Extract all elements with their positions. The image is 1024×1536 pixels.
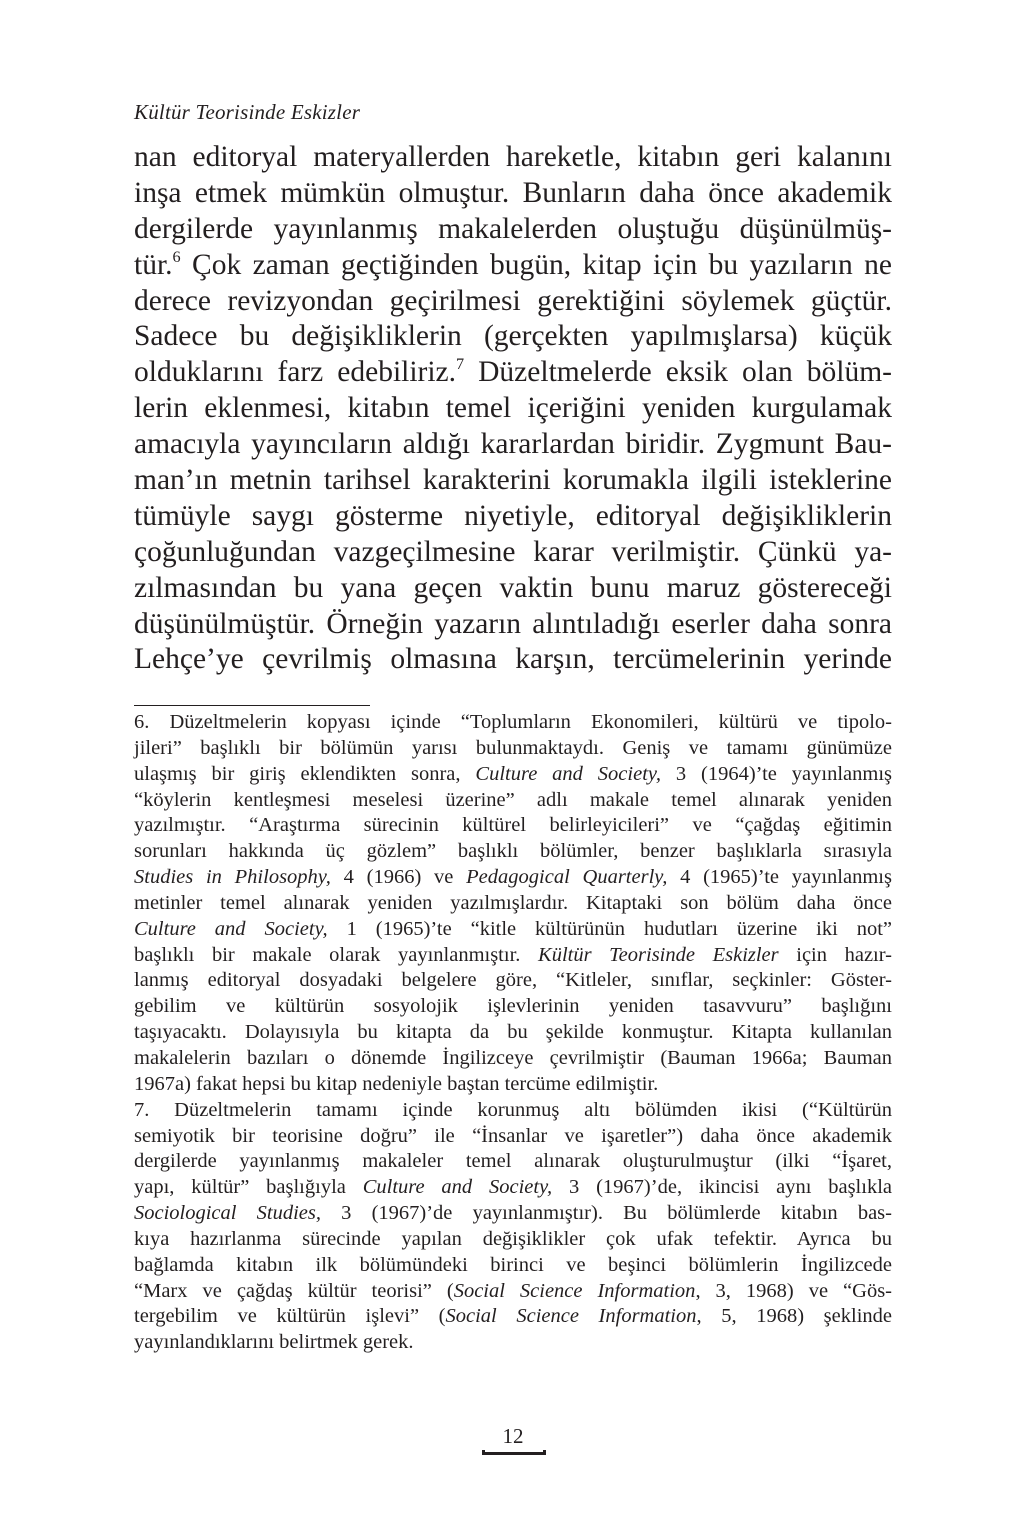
footnote-text-segment: yapı, kültür” başlığıyla xyxy=(134,1176,363,1199)
footnote-line xyxy=(134,1046,892,1072)
footnote-line xyxy=(134,1175,892,1201)
footnote-line xyxy=(134,968,892,994)
footnote-text-segment: başlıklı bir makale olarak yayınlanmıştır. xyxy=(134,943,539,966)
footnote-line xyxy=(134,1201,892,1227)
footnote-italic-title: Social Science Information xyxy=(453,1279,696,1302)
footnote-line xyxy=(134,788,892,814)
footnote-italic-title: Culture and Society, xyxy=(475,762,661,785)
footnote-text-segment: bağlamda kitabın ilk bölümündeki birinci ve beşinci bölümlerin İngilizcede xyxy=(134,1253,892,1276)
footnote-text-segment: 7. Düzeltmelerin tamamı içinde korunmuş altı bölümden ikisi (“Kültürün xyxy=(134,1098,892,1121)
footnote-text-segment: için hazır- xyxy=(778,943,892,966)
body-text-segment: tür. xyxy=(134,248,173,281)
body-text-segment: olduklarını farz edebiliriz. xyxy=(134,356,457,389)
body-line: Sadece bu değişikliklerin (gerçekten yapılmışlarsa) küçük xyxy=(134,320,892,353)
footnote-text-segment: gebilim ve kültürün sosyolojik işlevlerinin yeniden tasavvuru” başlığını xyxy=(134,995,892,1018)
footnote-line xyxy=(134,1072,892,1098)
running-head: Kültür Teorisinde Eskizler xyxy=(134,100,361,124)
body-line: nan editoryal materyallerden hareketle, kitabın geri kalanını xyxy=(134,141,892,173)
footnote-italic-title: Culture and Society, xyxy=(362,1176,553,1199)
footnote-text-segment: 3 (1964)’te yayınlanmış xyxy=(661,762,892,785)
footnote-text-segment: “Marx ve çağdaş kültür teorisi” ( xyxy=(134,1279,454,1302)
footnote-line xyxy=(134,865,892,891)
footnote-line xyxy=(134,839,892,865)
footnote-line xyxy=(134,1124,892,1150)
footnote-text-segment: yayınlandıklarını belirtmek gerek. xyxy=(134,1331,414,1354)
footnote-text-segment: lanmış editoryal dosyadaki belgelere göre, “Kitleler, sınıflar, seçkinler: Göster- xyxy=(134,969,892,992)
footnote-text-segment: taşıyacaktı. Dolayısıyla bu kitapta da bu şekilde konmuştur. Kitapta kullanılan xyxy=(134,1021,892,1044)
footnote-line xyxy=(134,813,892,839)
footnote-text-segment: ulaşmış bir giriş eklendikten sonra, xyxy=(134,762,476,785)
footnote-text-segment: dergilerde yayınlanmış makaleler temel alınarak oluşturulmuştur (ilki “İşaret, xyxy=(134,1150,892,1173)
footnote-line xyxy=(134,917,892,943)
footnote-italic-title: Social Science Information xyxy=(445,1305,697,1328)
footnote-text-segment: , 5, 1968) şeklinde xyxy=(696,1305,892,1328)
footnote-line xyxy=(134,943,892,969)
footnote-line xyxy=(134,1098,892,1124)
footnote-text-segment: 1 (1965)’te “kitle kültürünün hudutları üzerine iki not” xyxy=(327,917,892,940)
footnote-text-segment: sorunları hakkında üç gözlem” başlıklı bölümler, benzer başlıklarla sırasıyla xyxy=(134,840,892,863)
footnote-line xyxy=(134,762,892,788)
footnote-text-segment: makalelerin bazıları o dönemde İngilizceye çevrilmiştir (Bauman 1966a; Bauman xyxy=(134,1046,892,1069)
body-line: derece revizyondan geçirilmesi gerektiğini söylemek güçtür. xyxy=(134,284,892,317)
footnote-line xyxy=(134,710,892,736)
body-text-segment: Düzeltmelerde eksik olan bölüm- xyxy=(464,356,892,389)
footnote-italic-title: Sociological Studies, xyxy=(134,1202,321,1225)
footnotes xyxy=(134,710,892,1356)
footnote-text-segment: kıya hazırlanma sürecinde yapılan değişiklikler çok ufak tefektir. Ayrıca bu xyxy=(134,1227,892,1250)
footnote-line xyxy=(134,1227,892,1253)
footnote-reference[interactable]: 7 xyxy=(456,355,465,374)
footnote-line xyxy=(134,1304,892,1330)
page-number-bracket xyxy=(482,1450,546,1455)
body-text xyxy=(134,140,892,678)
footnote-line xyxy=(134,1330,892,1356)
footnote-italic-title: Culture and Society, xyxy=(134,917,328,940)
footnote-text-segment: yazılmıştır. “Araştırma sürecinin kültürel belirleyicileri” ve “çağdaş eğitimin xyxy=(134,814,892,837)
footnote-text-segment: tergebilim ve kültürün işlevi” ( xyxy=(134,1305,446,1328)
body-line xyxy=(134,355,892,391)
footnote-reference[interactable]: 6 xyxy=(172,247,181,266)
footnote-separator xyxy=(134,705,370,706)
footnote-italic-title: Kültür Teorisinde Eskizler xyxy=(538,943,779,966)
body-line xyxy=(134,248,892,284)
footnote-line xyxy=(134,736,892,762)
body-line: lerin eklenmesi, kitabın temel içeriğini yeniden kurgulamak xyxy=(134,392,892,425)
body-line: amacıyla yayıncıların aldığı kararlardan biridir. Zygmunt Bau- xyxy=(134,428,892,461)
body-text-segment: Çok zaman geçtiğinden bugün, kitap için bu yazıların ne xyxy=(180,248,892,281)
footnote-text-segment: 1967a) fakat hepsi bu kitap nedeniyle baştan tercüme edilmiştir. xyxy=(134,1072,659,1095)
footnote-text-segment: jileri” başlıklı bir bölümün yarısı bulunmaktaydı. Geniş ve tamamı günümüze xyxy=(134,736,892,759)
footnote-text-segment: 4 (1966) ve xyxy=(330,866,467,889)
footnote-line xyxy=(134,1149,892,1175)
footnote-text-segment: metinler temel alınarak yeniden yazılmışlardır. Kitaptaki son bölüm daha önce xyxy=(134,891,892,914)
body-line: düşünülmüştür. Örneğin yazarın alıntıladığı eserler daha sonra xyxy=(134,607,892,640)
footnote-6 xyxy=(134,710,892,1098)
body-line: tümüyle saygı gösterme niyetiyle, editoryal değişikliklerin xyxy=(134,499,892,532)
footnote-line xyxy=(134,994,892,1020)
footnote-italic-title: Pedagogical Quarterly, xyxy=(466,866,668,889)
footnote-line xyxy=(134,1253,892,1279)
footnote-line xyxy=(134,891,892,917)
footnote-italic-title: Studies in Philosophy, xyxy=(134,866,331,889)
body-line: dergilerde yayınlanmış makalelerden oluştuğu düşünülmüş- xyxy=(134,212,892,245)
footnote-line xyxy=(134,1279,892,1305)
footnote-text-segment: semiyotik bir teorisine doğru” ile “İnsanlar ve işaretler”) daha önce akademik xyxy=(134,1124,892,1147)
body-line: çoğunluğundan vazgeçilmesine karar verilmiştir. Çünkü ya- xyxy=(134,535,892,568)
footnote-text-segment: 6. Düzeltmelerin kopyası içinde “Toplumların Ekonomileri, kültürü ve tipolo- xyxy=(134,711,892,733)
body-line: man’ın metnin tarihsel karakterini korumakla ilgili isteklerine xyxy=(134,464,892,497)
footnote-line xyxy=(134,1020,892,1046)
footnote-text-segment: 4 (1965)’te yayınlanmış xyxy=(667,866,892,889)
footnote-7 xyxy=(134,1098,892,1356)
body-line: Lehçe’ye çevrilmiş olmasına karşın, tercümelerinin yerinde xyxy=(134,643,892,676)
footnote-text-segment: , 3, 1968) ve “Gös- xyxy=(695,1279,893,1302)
footnote-text-segment: “köylerin kentleşmesi meselesi üzerine” adlı makale temel alınarak yeniden xyxy=(134,788,892,811)
footnote-text-segment: 3 (1967)’de yayınlanmıştır). Bu bölümlerde kitabın bas- xyxy=(321,1202,892,1225)
footnote-text-segment: 3 (1967)’de, ikincisi aynı başlıkla xyxy=(552,1176,892,1199)
page-number: 12 xyxy=(502,1424,524,1448)
body-line: inşa etmek mümkün olmuştur. Bunların daha önce akademik xyxy=(134,176,892,209)
body-line: zılmasından bu yana geçen vaktin bunu maruz göstereceği xyxy=(134,571,892,604)
